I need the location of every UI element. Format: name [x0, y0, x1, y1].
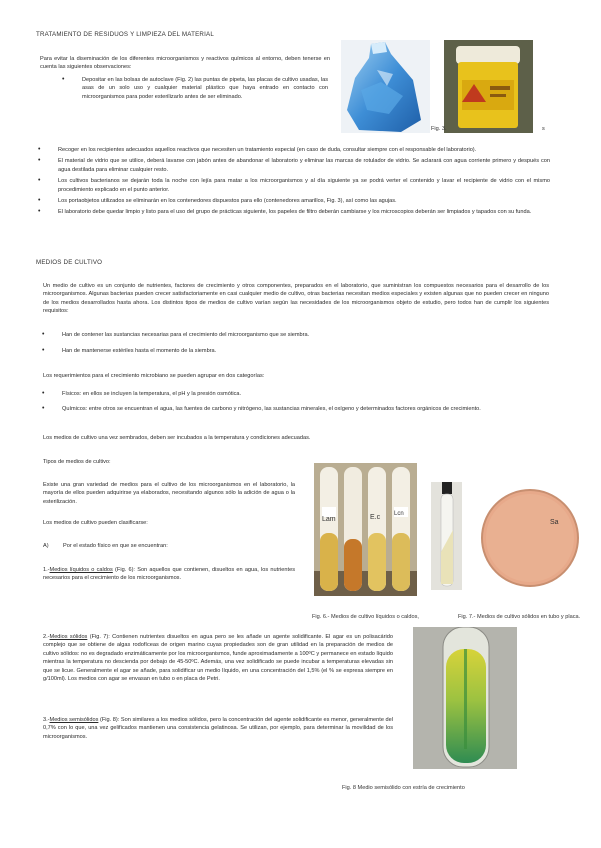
list-item: • Los portaobjetos utilizados se eliminarán en los contenedores dispuestos para ello (contenedores amarillos, Fig. 3), así como las agujas. [36, 197, 550, 205]
tipos-paragraph: Existe una gran variedad de medios para el cultivo de los microorganismos en el laboratorio, la mayoría de ellos pueden adquirirse ya elaborados, necesitando algunos sólo la adición de agua o la esterilización. [43, 482, 295, 505]
list-item: • Recoger en los recipientes adecuados aquellos reactivos que necesiten un tratamiento especial (en caso de duda, consultar siempre con el responsable del laboratorio). [36, 146, 550, 154]
requisitos-bullet-list [40, 331, 550, 356]
intro-paragraph: Para evitar la diseminación de los diferentes microorganismos y reactivos químicos al entorno, deben tenerse en cuenta las siguientes observaciones: [40, 56, 330, 71]
solidos-number: 2.- [43, 634, 50, 640]
semisolid-tube-photo [413, 627, 517, 769]
list-item: • El material de vidrio que se utilice, deberá lavarse con jabón antes de abandonar el laboratorio y eliminar las marcas de rotulador de vidrio. Se aclarará con agua corriente primero y después con agua destilada para eliminar cualquier resto. [36, 157, 550, 174]
fig6-caption: Fig. 6.- Medios de cultivo líquidos o caldos, [312, 614, 419, 620]
estado-fisico-text: Por el estado físico en que se encuentran: [63, 543, 168, 549]
first-bullet-list [60, 76, 328, 101]
list-item: • Depositar en las bolsas de autoclave (Fig. 2) las puntas de pipeta, las placas de cultivo usadas, las asas de un solo uso y cualquier material plástico que haya entrado en contacto con microorganismos para poder esterilizarlo antes de ser eliminado. [60, 76, 328, 101]
list-item: • Han de mantenerse estériles hasta el momento de la siembra. [40, 347, 550, 355]
fig8-caption: Fig. 8 Medio semisólido con estría de crecimiento [342, 785, 465, 791]
fig3-label-tail: s [542, 126, 545, 132]
tube-label: E.c [370, 514, 381, 521]
clasificar-text: Los medios de cultivo pueden clasificarse: [43, 520, 148, 526]
categorias-bullet-list [40, 390, 550, 414]
residuos-bullet-list [36, 146, 550, 217]
semisolidos-paragraph [43, 716, 393, 741]
petri-plate-photo [468, 482, 590, 590]
semisolidos-term: Medios semisólidos [49, 717, 99, 723]
medios-heading: MEDIOS DE CULTIVO [36, 259, 103, 266]
autoclave-bag-photo [341, 40, 430, 133]
list-item: • Han de contener las sustancias necesarias para el crecimiento del microorganismo que se siembra. [40, 331, 550, 339]
solidos-text: (Fig. 7): Contienen nutrientes disueltos en agua pero se les añade un agente solidificante. El agar es un polisacárido complejo que se obtiene de algas rodofíceas de origen marino cuyas propiedades son de gran utilidad en la preparación de medios de cultivo sólidos: no es degradado enzimáticamente por los microorganismos, funde aproximadamente a 100ºC y permanece en estado líquido mientras la temperatura no descienda por debajo de 45-50ºC. Además, una vez solidificado se puede incubar a temperaturas elevadas sin que se licue. Generalmente el agar se añade, para solidificar un medio líquido, en una concentración del 1,5% (el % se expresa siempre en g/100ml). Los medios con agar se envasan en tubo o en placa de Petri. [43, 634, 393, 683]
fig3-label: Fig. 3. [431, 126, 447, 132]
medios-paragraph: Un medio de cultivo es un conjunto de nutrientes, factores de crecimiento y otros componentes, preparados en el laboratorio, que suministran los compuestos necesarios para el desarrollo de los microorganismos. Algunas bacterias pueden crecer satisfactoriamente en casi cualquier medio de cultivo, otras bacterias necesitan medios especiales y existen algunas que no pueden crecer en ninguno de los medios desarrollados hasta ahora. Los distintos tipos de medios de cultivo varían según las necesidades de los microorganismos objeto de estudio, pero todos han de cumplir los siguientes requisitos: [43, 283, 549, 315]
fig7-caption: Fig. 7.- Medios de cultivo sólidos en tubo y placa. [458, 614, 581, 620]
tipos-heading: Tipos de medios de cultivo: [43, 459, 111, 465]
liquidos-term: Medios líquidos o caldos [49, 567, 113, 573]
slant-tube-photo [431, 482, 462, 590]
liquidos-text: (Fig. 6): Son aquellos que contienen, disueltos en agua, los nutrientes necesarios para el crecimiento de los microorganismos. [43, 567, 295, 582]
tube-label: Lam [322, 516, 336, 523]
yellow-container-photo [444, 40, 533, 133]
solidos-term: Medios sólidos [49, 634, 88, 640]
list-item: • Físicos: en ellos se incluyen la temperatura, el pH y la presión osmótica. [40, 390, 550, 398]
solidos-paragraph [43, 633, 393, 683]
semisolidos-text: (Fig. 8): Son similares a los medios sólidos, pero la concentración del agente solidificante es menor, generalmente del 0,7% con lo que, una vez gelificados mantienen una consistencia gelatinosa. Se utilizan, por ejemplo, para determinar la movilidad de los microorganismos. [43, 717, 394, 740]
section-title: TRATAMIENTO DE RESIDUOS Y LIMPIEZA DEL MATERIAL [36, 31, 214, 38]
requerimientos-intro: Los requerimientos para el crecimiento microbiano se pueden agrupar en dos categorías: [43, 373, 265, 379]
semisolidos-number: 3.- [43, 717, 50, 723]
list-item: • Químicos: entre otros se encuentran el agua, las fuentes de carbono y nitrógeno, las sustancias minerales, el oxígeno y determinados factores orgánicos de crecimiento. [40, 405, 550, 413]
liquidos-number: 1.- [43, 567, 50, 573]
list-item: • El laboratorio debe quedar limpio y listo para el uso del grupo de prácticas siguiente, los papeles de filtro deberán cambiarse y los microscopios deberán ser limpiados y tapados con su funda. [36, 208, 550, 216]
estado-marker: A) [43, 543, 49, 549]
tube-label: Lcn [394, 511, 404, 517]
plate-label: Sa [550, 519, 559, 526]
list-item: • Los cultivos bacterianos se dejarán toda la noche con lejía para matar a los microorganismos y al día siguiente ya se podrá verter el contenido y lavar el recipiente de vidrio con el mismo procedimiento explicado en el punto anterior. [36, 177, 550, 194]
incubacion-text: Los medios de cultivo una vez sembrados, deben ser incubados a la temperatura y condiciones adecuadas. [43, 435, 311, 441]
liquidos-paragraph [43, 566, 295, 583]
liquid-tubes-photo [314, 463, 417, 596]
